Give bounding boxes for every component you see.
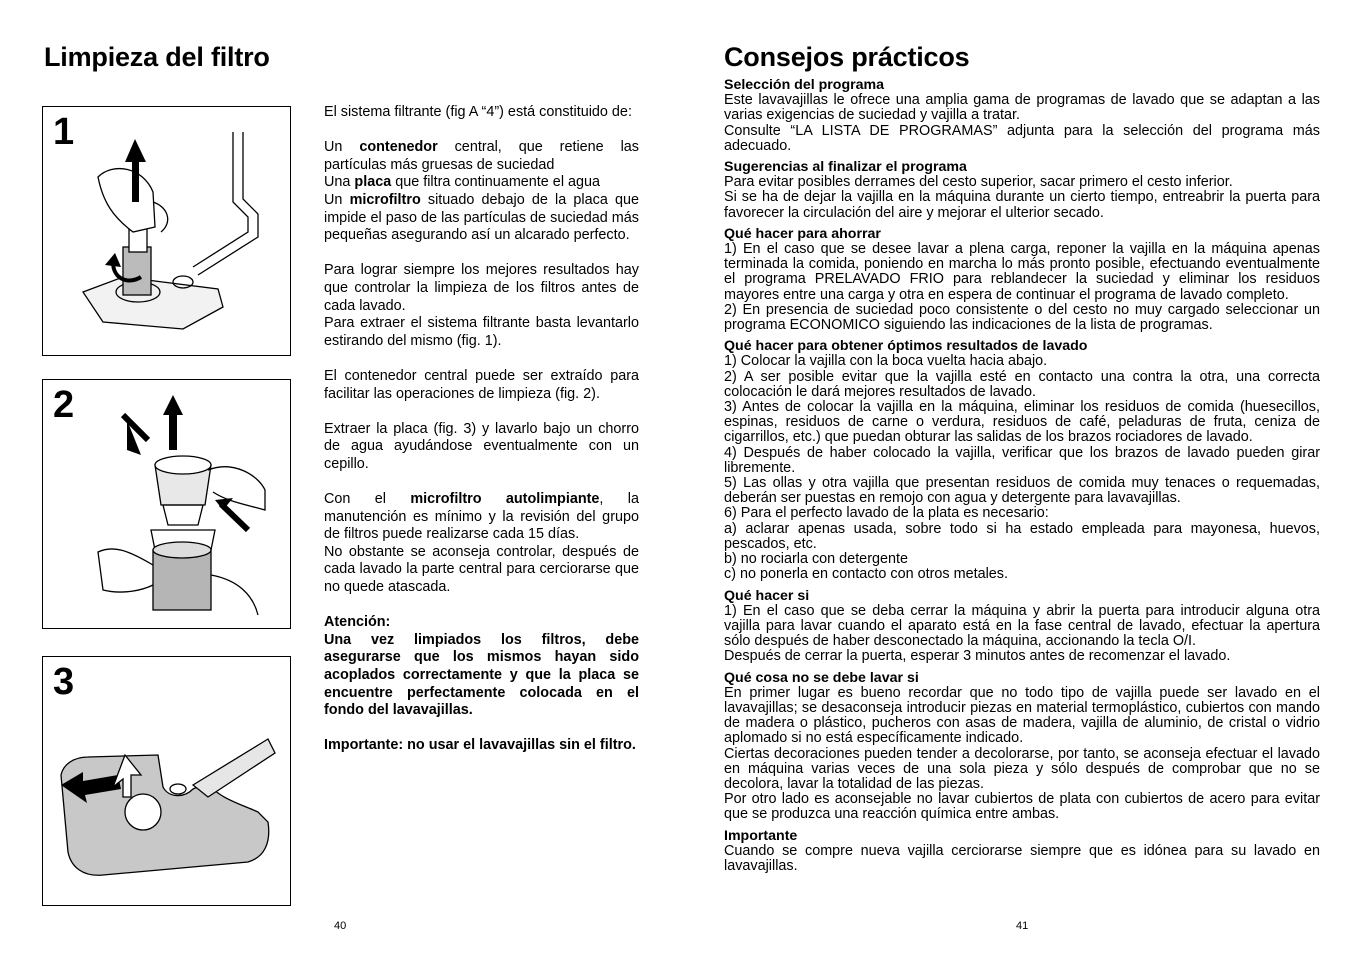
paragraph: Una placa que filtra continuamente el agua	[324, 174, 601, 191]
section-heading: Qué hacer para ahorrar	[724, 225, 881, 242]
section-paragraph: Este lavavajillas le ofrece una amplia gama de programas de lavado que se adaptan a las varias exigencias de suciedad y vajilla a tratar.	[724, 92, 1320, 124]
paragraph: Extraer la placa (fig. 3) y lavarlo bajo un chorro de agua ayudándose eventualmente con un cepillo.	[324, 420, 639, 472]
figure-2	[42, 379, 291, 629]
section-paragraph: En primer lugar es bueno recordar que no todo tipo de vajilla puede ser lavado en el lavavajillas; se desaconseja introducir piezas en material termoplástico, cubiertos con mando de madera o plástico, pucheros con asas de madera, vajilla de aluminio, de cristal o vidrio aplomado si no está específicamente indicado.	[724, 684, 1320, 747]
section-paragraph: 6) Para el perfecto lavado de la plata es necesario:	[724, 505, 1049, 522]
important-note: Importante: no usar el lavavajillas sin el filtro.	[324, 737, 636, 754]
section-paragraph: 3) Antes de colocar la vajilla en la máquina, eliminar los residuos de comida (huesecillos, espinas, residuos de carne o verdura, residuos de café, peladuras de fruta, ceniza de cigarrillos, etc.) que puedan obturar las salidas de los brazos rociadores de lavado.	[724, 399, 1320, 446]
section-paragraph: 1) Colocar la vajilla con la boca vuelta hacia abajo.	[724, 353, 1048, 370]
section-paragraph: Después de cerrar la puerta, esperar 3 minutos antes de recomenzar el lavado.	[724, 648, 1231, 665]
tips-section	[724, 829, 1320, 875]
figure-2-label: 2	[53, 384, 75, 426]
tips-body	[724, 78, 1320, 880]
section-paragraph: a) aclarar apenas usada, sobre todo si ha estado empleada para mayonesa, huevos, pescados, etc.	[724, 520, 1320, 552]
paragraph: Un microfiltro situado debajo de la placa que impide el paso de las partículas de suciedad más pequeñas asegurando así un alcarado perfecto.	[324, 191, 639, 244]
up-arrow-icon	[163, 395, 183, 450]
attention-text: Una vez limpiados los filtros, debe asegurarse que los mismos hayan sido acoplados correctamente y que la placa se encuentre perfectamente colocada en el fondo del lavavajillas.	[324, 631, 639, 719]
paragraph: Con el microfiltro autolimpiante, la manutención es mínimo y la revisión del grupo de filtros puede realizarse cada 15 días.	[324, 491, 639, 543]
section-heading: Qué hacer si	[724, 587, 810, 604]
right-page-title: Consejos prácticos	[724, 42, 970, 72]
tips-section	[724, 78, 1320, 154]
section-heading: Qué cosa no se debe lavar si	[724, 669, 919, 686]
paragraph: Para lograr siempre los mejores resultados hay que controlar la limpieza de los filtros antes de cada lavado.	[324, 262, 639, 314]
figure-3	[42, 656, 291, 906]
section-heading: Selección del programa	[724, 77, 885, 93]
page-number-left: 40	[334, 920, 347, 932]
section-heading: Qué hacer para obtener óptimos resultados de lavado	[724, 338, 1088, 355]
left-body-text	[324, 104, 639, 755]
tips-section	[724, 339, 1320, 582]
paragraph: Un contenedor central, que retiene las partículas más gruesas de suciedad	[324, 139, 639, 173]
figure-1	[42, 106, 291, 356]
attention-title: Atención:	[324, 614, 391, 631]
figure-3-label: 3	[53, 661, 75, 703]
section-paragraph: 1) En el caso que se desee lavar a plena carga, reponer la vajilla en la máquina apenas terminada la comida, poniendo en marcha lo más pronto posible, efectuando eventualmente el programa PRELAVADO FRIO para reblandecer la suciedad y eliminar los residuos mayores entre una carga y otra en espera de continuar el programa de lavado completo.	[724, 241, 1320, 303]
section-paragraph: Cuando se compre nueva vajilla cerciorarse siempre que es idónea para su lavado en lavavajillas.	[724, 842, 1320, 874]
section-paragraph: Ciertas decoraciones pueden tender a decolorarse, por tanto, se aconseja efectuar el lavado en máquina varias veces de una sola pieza y sólo después de comprobar que no se decolora, lavar la totalidad de las piezas.	[724, 745, 1320, 792]
tips-section	[724, 227, 1320, 333]
section-heading: Sugerencias al finalizar el programa	[724, 159, 967, 176]
section-paragraph: 2) A ser posible evitar que la vajilla esté en contacto una contra la otra, una correcta colocación le dará mejores resultados de lavado.	[724, 368, 1320, 400]
paragraph: Para extraer el sistema filtrante basta levantarlo estirando del mismo (fig. 1).	[324, 315, 639, 349]
tips-section	[724, 671, 1320, 823]
section-paragraph: 2) En presencia de suciedad poco consistente o del cesto no muy cargado seleccionar un programa ECONOMICO siguiendo las indicaciones de la lista de programas.	[724, 301, 1320, 334]
paragraph: No obstante se aconseja controlar, después de cada lavado la parte central para cerciorarse que no quede atascada.	[324, 543, 639, 596]
section-paragraph: Consulte “LA LISTA DE PROGRAMAS” adjunta para la selección del programa más adecuado.	[724, 122, 1320, 154]
paragraph: El contenedor central puede ser extraído para facilitar las operaciones de limpieza (fig. 2).	[324, 367, 639, 402]
section-paragraph: 5) Las ollas y otra vajilla que presentan residuos de comida muy tenaces o requemadas, deberán ser puestas en remojo con agua y detergente para lavavajillas.	[724, 475, 1320, 507]
filter-lift-illustration	[43, 107, 290, 355]
section-heading: Importante	[724, 827, 798, 844]
container-removal-illustration	[43, 380, 290, 628]
section-paragraph: Para evitar posibles derrames del cesto superior, sacar primero el cesto inferior.	[724, 174, 1233, 191]
section-paragraph: 4) Después de haber colocado la vajilla, verificar que los brazos de lavado pueden girar libremente.	[724, 444, 1320, 476]
section-paragraph: c) no ponerla en contacto con otros metales.	[724, 566, 1008, 583]
section-paragraph: 1) En el caso que se deba cerrar la máquina y abrir la puerta para introducir alguna otra vajilla para lavar cuando el aparato está en la fase central de lavado, efectuar la apertura sólo después de haber desconectado la máquina, accionando la tecla O/I.	[724, 602, 1320, 650]
section-paragraph: Por otro lado es aconsejable no lavar cubiertos de plata con cubiertos de acero para evitar que se produzca una reacción química entre ambas.	[724, 791, 1320, 823]
plate-removal-illustration	[43, 657, 290, 905]
page-number-right: 41	[1016, 920, 1029, 932]
tips-section	[724, 160, 1320, 221]
section-paragraph: b) no rociarla con detergente	[724, 551, 908, 568]
figure-1-label: 1	[53, 111, 75, 153]
tips-section	[724, 589, 1320, 665]
left-page-title: Limpieza del filtro	[44, 42, 270, 72]
section-paragraph: Si se ha de dejar la vajilla en la máquina durante un cierto tiempo, entreabrir la puerta para favorecer la circulación del aire y mejorar el ulterior secado.	[724, 189, 1320, 221]
paragraph: El sistema filtrante (fig A “4”) está constituido de:	[324, 104, 632, 120]
